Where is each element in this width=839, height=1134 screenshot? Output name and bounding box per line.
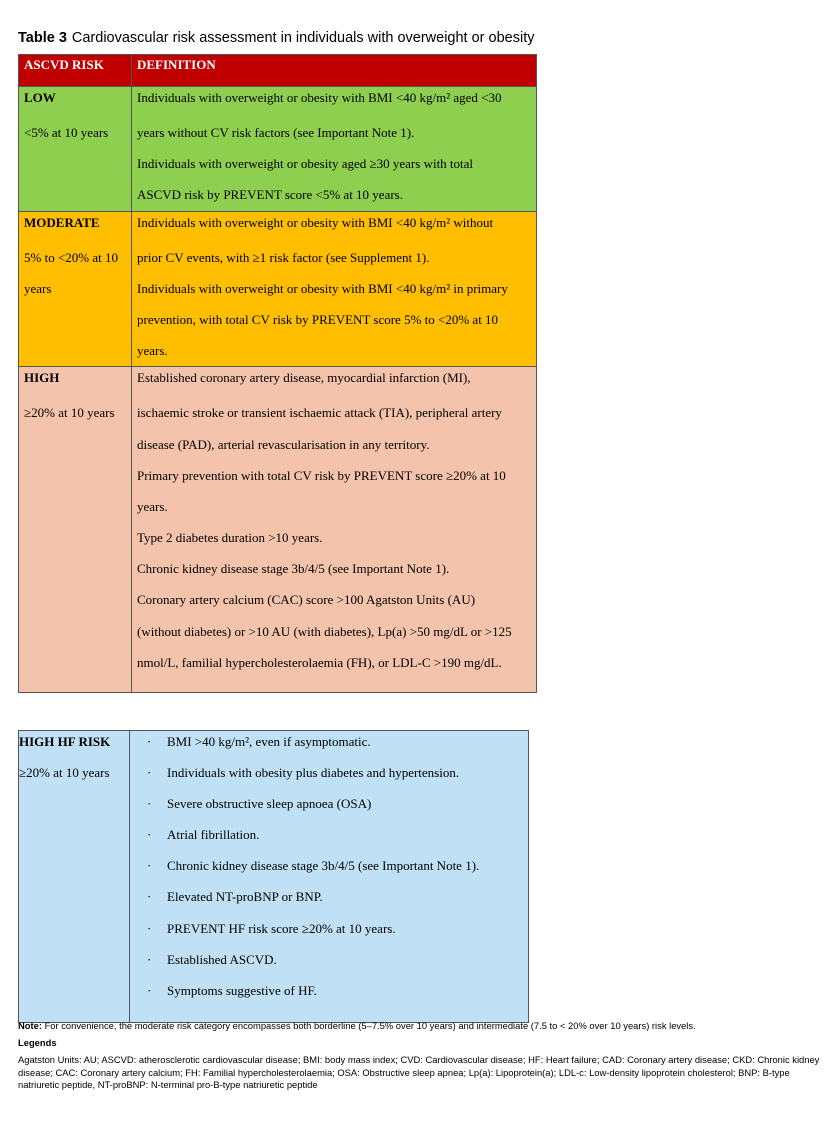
hf-criteria-cell bbox=[130, 731, 529, 1023]
definition-line: ischaemic stroke or transient ischaemic attack (TIA), peripheral artery bbox=[137, 405, 502, 421]
risk-threshold: 5% to <20% at 10 bbox=[24, 249, 118, 265]
table-caption bbox=[18, 30, 534, 46]
definition-line: Individuals with overweight or obesity aged ≥30 years with total bbox=[137, 156, 474, 172]
definition-line: Coronary artery calcium (CAC) score >100 Agatston Units (AU) bbox=[137, 592, 476, 608]
hf-risk-level: HIGH HF RISK bbox=[19, 734, 111, 749]
hf-risk-table bbox=[18, 730, 529, 1023]
hf-criterion-text: Chronic kidney disease stage 3b/4/5 (see Important Note 1). bbox=[167, 858, 480, 874]
hf-criterion-text: Severe obstructive sleep apnoea (OSA) bbox=[167, 796, 372, 812]
note-paragraph bbox=[18, 1020, 828, 1032]
hf-criterion bbox=[130, 949, 528, 980]
hf-criterion-text: Individuals with obesity plus diabetes and hypertension. bbox=[167, 765, 460, 781]
risk-threshold: <5% at 10 years bbox=[24, 125, 109, 140]
risk-level: HIGH bbox=[24, 370, 60, 386]
definition-cell-moderate bbox=[132, 211, 537, 367]
risk-level: LOW bbox=[24, 90, 56, 105]
definition-line: prior CV events, with ≥1 risk factor (see Supplement 1). bbox=[137, 249, 430, 265]
risk-level: MODERATE bbox=[24, 214, 100, 230]
row-high-hf-risk bbox=[19, 731, 529, 1023]
definition-line: disease (PAD), arterial revascularisation in any territory. bbox=[137, 436, 430, 452]
definition-line: Primary prevention with total CV risk by PREVENT score ≥20% at 10 bbox=[137, 467, 506, 483]
hf-risk-cell bbox=[19, 731, 130, 1023]
risk-cell-high bbox=[19, 367, 132, 693]
row-moderate bbox=[19, 211, 537, 367]
definition-line: years without CV risk factors (see Important Note 1). bbox=[137, 125, 415, 140]
hf-criterion bbox=[130, 793, 528, 824]
hf-criterion bbox=[130, 886, 528, 917]
bullet-icon: · bbox=[147, 796, 152, 812]
definition-line: years. bbox=[137, 343, 168, 359]
table-title: Cardiovascular risk assessment in individuals with overweight or obesity bbox=[71, 30, 535, 46]
hf-criterion-text: Atrial fibrillation. bbox=[167, 827, 260, 843]
definition-line: Individuals with overweight or obesity with BMI <40 kg/m² in primary bbox=[137, 280, 508, 296]
ascvd-risk-table bbox=[18, 54, 537, 693]
definition-line: Individuals with overweight or obesity with BMI <40 kg/m² aged <30 bbox=[137, 90, 502, 105]
header-ascvd-risk: ASCVD RISK bbox=[19, 55, 132, 87]
definition-line: (without diabetes) or >10 AU (with diabetes), Lp(a) >50 mg/dL or >125 bbox=[137, 623, 512, 639]
risk-threshold: years bbox=[24, 280, 52, 296]
definition-line: Established coronary artery disease, myocardial infarction (MI), bbox=[137, 370, 471, 386]
table-header-row bbox=[19, 55, 537, 87]
bullet-icon: · bbox=[147, 734, 152, 749]
hf-criterion bbox=[130, 762, 528, 793]
legends-text: Agatston Units: AU; ASCVD: atherosclerotic cardiovascular disease; BMI: body mass index; CVD: Cardiovascular disease; HF: Heart failure; CAD: Coronary artery disease; CKD: Chronic kidney disease; CAC: Coronary artery calcium; FH: Familial hypercholesterolaemia; OSA: Obstructive sleep apnea; Lp(a): Lipoprotein(a); LDL-c: Low-density lipoprotein cholesterol; BNP: B-type natriuretic peptide, NT-proBNP: N-terminal pro-B-type natriuretic peptide bbox=[18, 1054, 820, 1090]
table-footnotes bbox=[18, 1020, 828, 1091]
definition-line: ASCVD risk by PREVENT score <5% at 10 years. bbox=[137, 187, 403, 203]
hf-criterion-text: Symptoms suggestive of HF. bbox=[167, 982, 317, 998]
hf-criterion-text: PREVENT HF risk score ≥20% at 10 years. bbox=[167, 920, 396, 936]
note-label: Note: bbox=[18, 1020, 42, 1031]
definition-line: Individuals with overweight or obesity with BMI <40 kg/m² without bbox=[137, 214, 494, 230]
hf-criterion bbox=[130, 918, 528, 949]
bullet-icon: · bbox=[147, 951, 152, 967]
hf-criterion bbox=[130, 731, 528, 762]
bullet-icon: · bbox=[147, 889, 152, 905]
bullet-icon: · bbox=[147, 920, 152, 936]
hf-criterion-text: BMI >40 kg/m², even if asymptomatic. bbox=[167, 734, 371, 749]
definition-line: Type 2 diabetes duration >10 years. bbox=[137, 530, 323, 546]
cell-spacer bbox=[137, 678, 531, 692]
risk-cell-moderate bbox=[19, 211, 132, 367]
hf-risk-threshold: ≥20% at 10 years bbox=[19, 765, 110, 781]
risk-cell-low bbox=[19, 87, 132, 212]
note-text: For convenience, the moderate risk category encompasses both borderline (5–7.5% over 10 years) and intermediate (7.5 to < 20% over 10 years) risk levels. bbox=[41, 1020, 696, 1031]
definition-line: years. bbox=[137, 498, 168, 514]
hf-criterion bbox=[130, 824, 528, 855]
definition-line: Chronic kidney disease stage 3b/4/5 (see Important Note 1). bbox=[137, 561, 450, 577]
bullet-icon: · bbox=[147, 982, 152, 998]
table-label: Table 3 bbox=[18, 30, 67, 46]
definition-cell-high bbox=[132, 367, 537, 693]
header-definition: DEFINITION bbox=[132, 55, 537, 87]
legends-heading: Legends bbox=[18, 1037, 57, 1049]
bullet-icon: · bbox=[147, 827, 152, 843]
hf-criterion bbox=[130, 855, 528, 886]
hf-criterion bbox=[130, 980, 528, 1011]
hf-criterion-text: Elevated NT-proBNP or BNP. bbox=[167, 889, 323, 905]
definition-line: nmol/L, familial hypercholesterolaemia (FH), or LDL-C >190 mg/dL. bbox=[137, 654, 502, 670]
hf-criterion-text: Established ASCVD. bbox=[167, 951, 277, 967]
definition-cell-low bbox=[132, 87, 537, 212]
bullet-icon: · bbox=[147, 858, 152, 874]
row-low bbox=[19, 87, 537, 212]
risk-threshold: ≥20% at 10 years bbox=[24, 405, 115, 421]
row-high bbox=[19, 367, 537, 693]
definition-line: prevention, with total CV risk by PREVENT score 5% to <20% at 10 bbox=[137, 311, 499, 327]
bullet-icon: · bbox=[147, 765, 152, 781]
